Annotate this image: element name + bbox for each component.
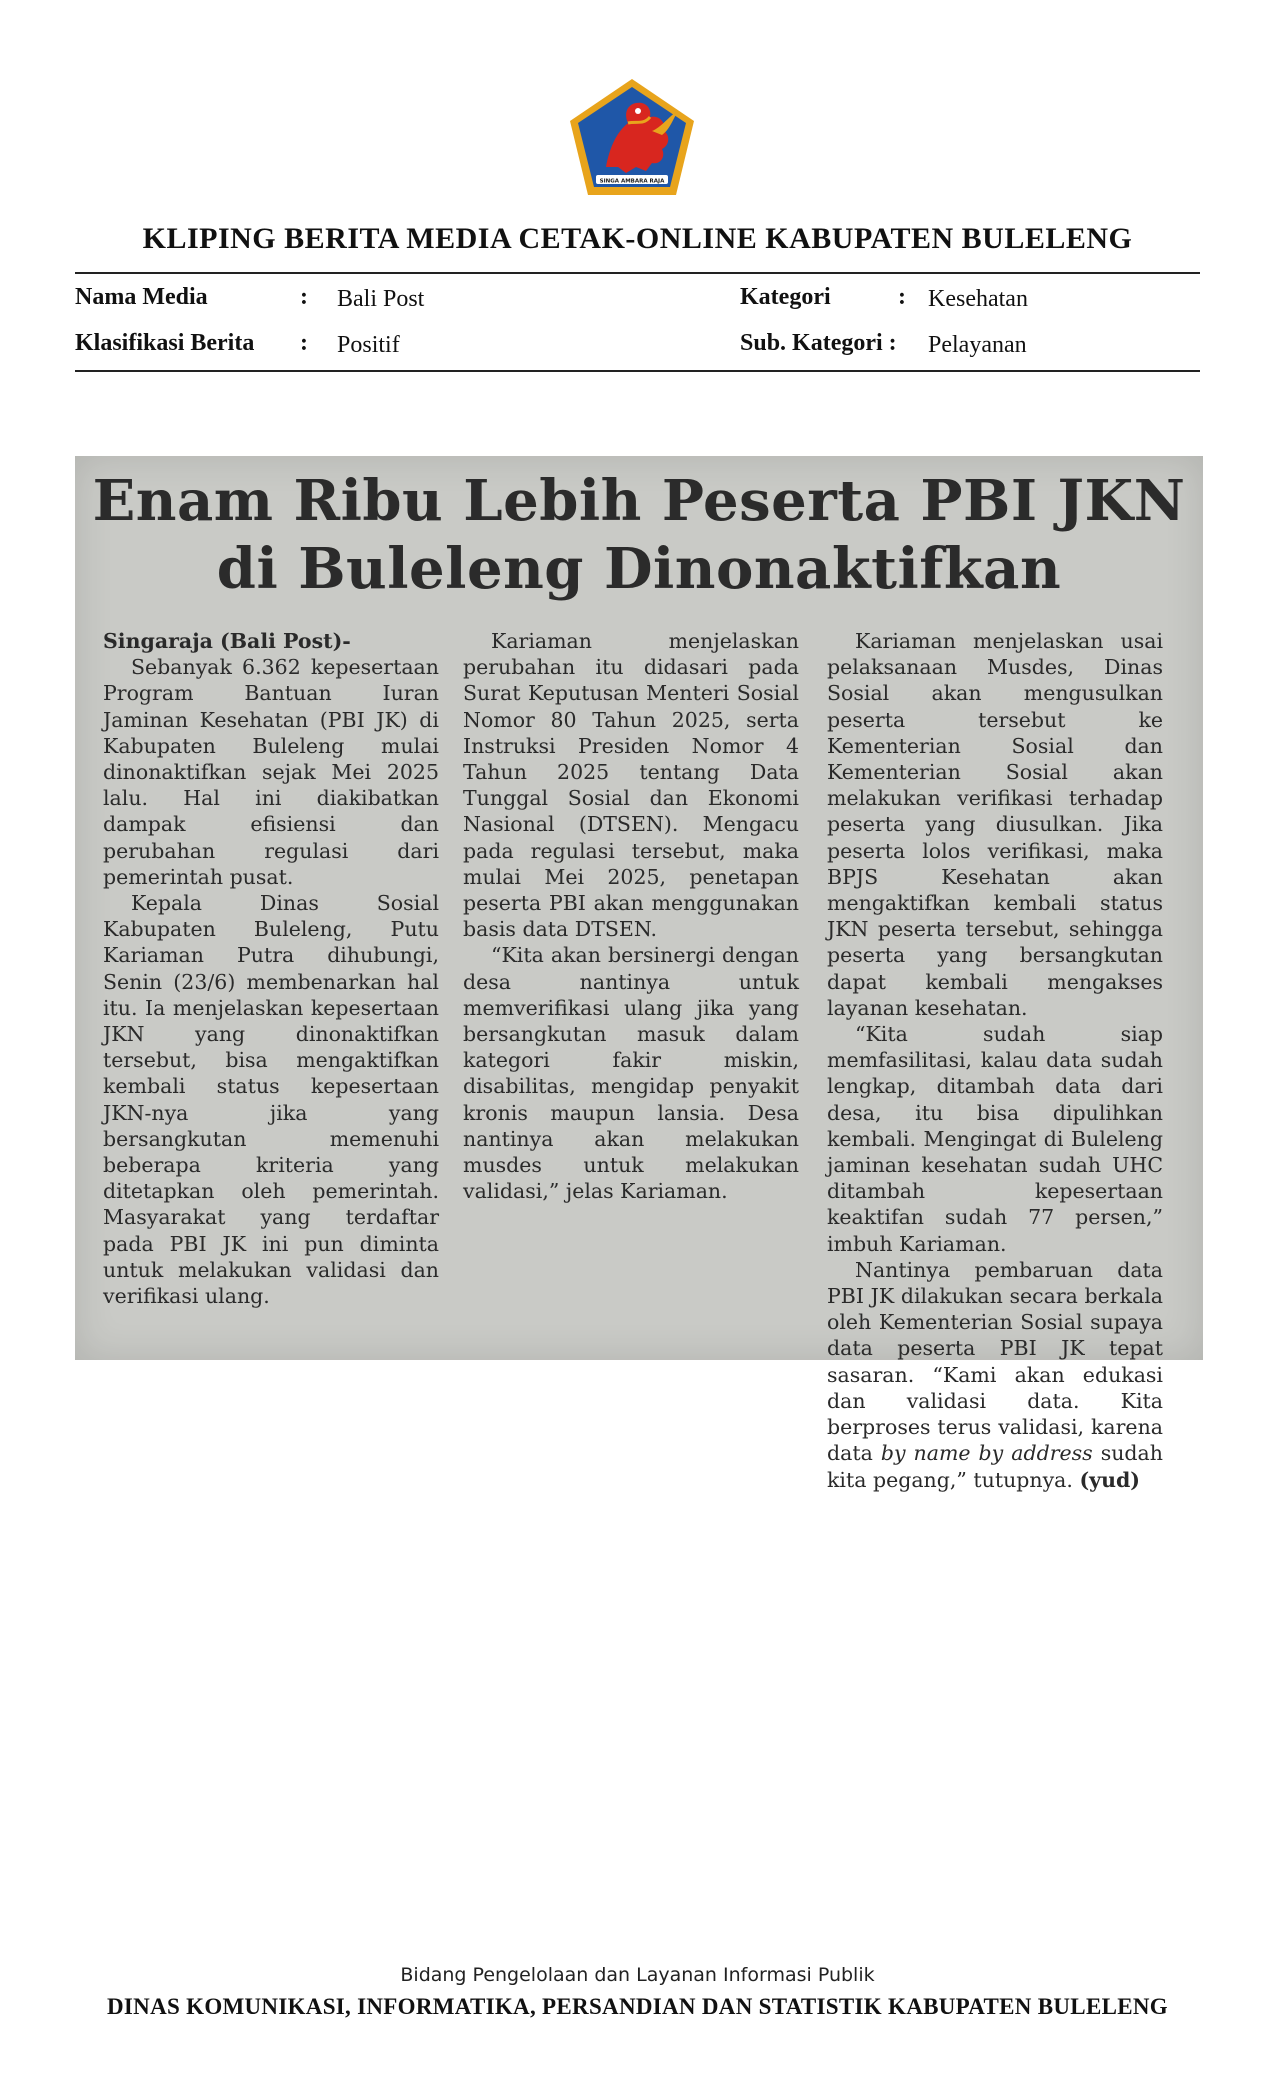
article-dateline: Singaraja (Bali Post)- [103, 629, 351, 653]
article-column-3 [827, 628, 1163, 1493]
kategori-colon: : [898, 284, 906, 310]
kategori-label: Kategori [740, 284, 831, 310]
sub-kategori-label: Sub. Kategori : [740, 330, 897, 356]
klasifikasi-label: Klasifikasi Berita [75, 330, 255, 356]
kategori-value: Kesehatan [928, 286, 1028, 312]
article-paragraph: “Kita akan bersinergi dengan desa nantinya untuk memverifikasi ulang jika yang bersangkutan masuk dalam kategori fakir miskin, disabilitas, mengidap penyakit kronis maupun lansia. Desa nantinya akan melakukan musdes untuk melakukan validasi,” jelas Kariaman. [463, 943, 799, 1204]
header-rule-top [75, 272, 1200, 274]
article-column-2 [463, 628, 799, 1204]
emblem-motto: SINGA AMBARA RAJA [599, 178, 665, 185]
document-title: KLIPING BERITA MEDIA CETAK-ONLINE KABUPATEN BULELENG [142, 222, 1133, 255]
article-paragraph: Kepala Dinas Sosial Kabupaten Buleleng, Putu Kariaman Putra dihubungi, Senin (23/6) membenarkan hal itu. Ia menjelaskan kepesertaan JKN yang dinonaktifkan tersebut, bisa mengaktifkan kembali status kepesertaan JKN-nya jika yang bersangkutan memenuhi beberapa kriteria yang ditetapkan oleh pemerintah. Masyarakat yang terdaftar pada PBI JK ini pun diminta untuk melakukan validasi dan verifikasi ulang. [103, 891, 439, 1309]
header-rule-bottom [75, 370, 1200, 372]
footer-division: Bidang Pengelolaan dan Layanan Informasi Publik [400, 1964, 875, 1986]
article-headline-line1: Enam Ribu Lebih Peserta PBI JKN [92, 468, 1186, 534]
klasifikasi-colon: : [300, 330, 308, 356]
emblem-icon [566, 75, 698, 199]
article-headline-line2: di Buleleng Dinonaktifkan [216, 536, 1062, 602]
newspaper-clipping [75, 456, 1203, 1492]
article-paragraph: Kariaman menjelaskan usai pelaksanaan Musdes, Dinas Sosial akan mengusulkan peserta tersebut ke Kementerian Sosial dan Kementerian Sosial akan melakukan verifikasi terhadap peserta yang diusulkan. Jika peserta lolos verifikasi, maka BPJS Kesehatan akan mengaktifkan kembali status JKN peserta tersebut, sehingga peserta yang bersangkutan dapat kembali mengakses layanan kesehatan. [827, 629, 1163, 1020]
article-paragraph: Sebanyak 6.362 kepesertaan Program Bantuan Iuran Jaminan Kesehatan (PBI JK) di Kabupaten Buleleng mulai dinonaktifkan sejak Mei 2025 lalu. Hal ini diakibatkan dampak efisiensi dan perubahan regulasi dari pemerintah pusat. [103, 655, 439, 889]
nama-media-value: Bali Post [337, 286, 425, 312]
article-paragraph: Nantinya pembaruan data PBI JK dilakukan secara berkala oleh Kementerian Sosial supaya data peserta PBI JK tepat sasaran. “Kami akan edukasi dan validasi data. Kita berproses terus validasi, karena data [827, 1257, 1163, 1466]
nama-media-colon: : [300, 284, 308, 310]
article-signature: (yud) [1079, 1467, 1141, 1492]
buleleng-emblem-logo [566, 75, 698, 199]
nama-media-label: Nama Media [75, 284, 208, 310]
article-column-1 [103, 628, 439, 1309]
sub-kategori-value: Pelayanan [928, 332, 1027, 358]
klasifikasi-value: Positif [337, 332, 400, 358]
article-closing-paragraph [827, 1257, 1163, 1493]
article-italic-phrase: by name by address [880, 1441, 1093, 1466]
article-paragraph: Kariaman menjelaskan perubahan itu didasari pada Surat Keputusan Menteri Sosial Nomor 80 Tahun 2025, serta Instruksi Presiden Nomor 4 Tahun 2025 tentang Data Tunggal Sosial dan Ekonomi Nasional (DTSEN). Mengacu pada regulasi tersebut, maka mulai Mei 2025, penetapan peserta PBI akan menggunakan basis data DTSEN. [463, 629, 799, 942]
article-closing-text: sudah kita pegang,” tutupnya. [827, 1441, 1163, 1492]
article-paragraph: “Kita sudah siap memfasilitasi, kalau data sudah lengkap, ditambah data dari desa, itu bisa dipulihkan kembali. Mengingat di Buleleng jaminan kesehatan sudah UHC ditambah kepesertaan keaktifan sudah 77 persen,” imbuh Kariaman. [827, 1022, 1163, 1256]
footer-agency: DINAS KOMUNIKASI, INFORMATIKA, PERSANDIAN DAN STATISTIK KABUPATEN BULELENG [107, 1994, 1168, 2019]
